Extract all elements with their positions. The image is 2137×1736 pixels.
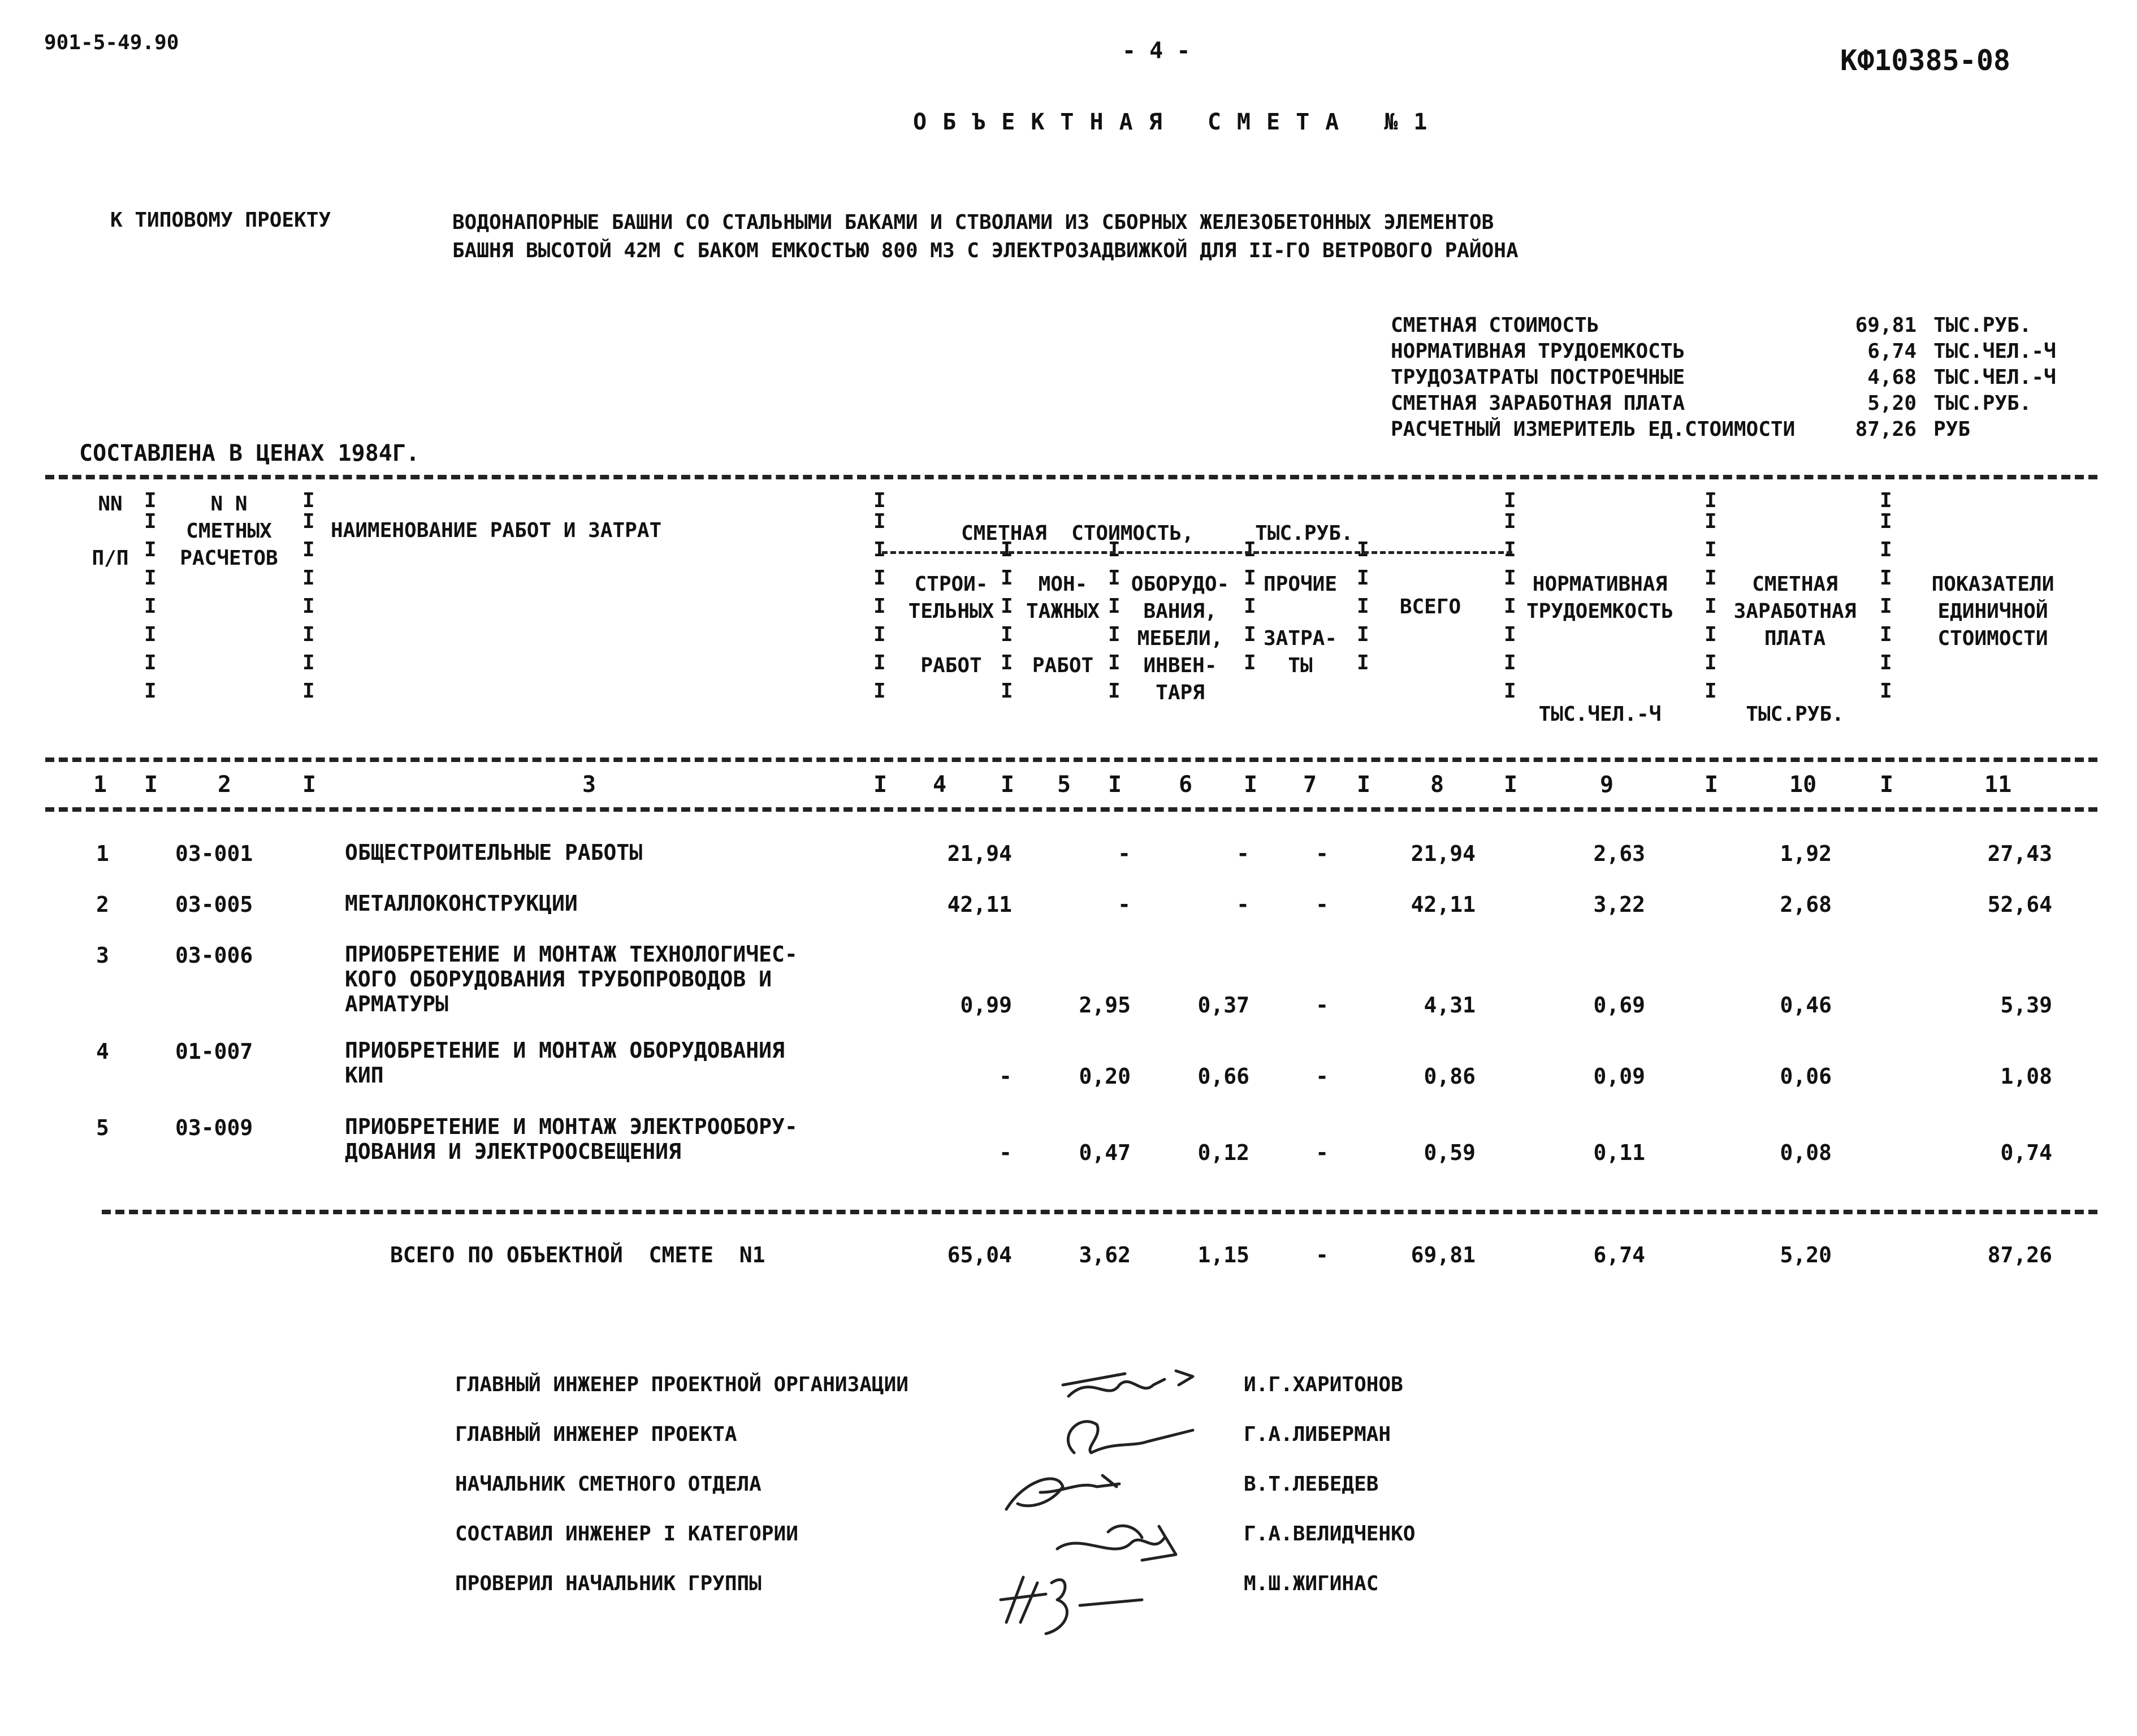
header-work-name: НАИМЕНОВАНИЕ РАБОТ И ЗАТРАТ xyxy=(331,519,662,542)
value-c10: 2,68 xyxy=(1780,892,1832,917)
separator-glyph: I xyxy=(302,510,315,533)
summary-label: ТРУДОЗАТРАТЫ ПОСТРОЕЧНЫЕ xyxy=(1391,366,1685,389)
value-c11: 27,43 xyxy=(1987,841,2052,866)
row-number: 3 xyxy=(96,943,109,968)
summary-unit: ТЫС.ЧЕЛ.-Ч xyxy=(1933,340,2056,363)
work-name: ПРИОБРЕТЕНИЕ И МОНТАЖ ОБОРУДОВАНИЯ КИП xyxy=(345,1038,785,1088)
value-c9: 0,69 xyxy=(1593,993,1645,1018)
separator-glyph: I xyxy=(1504,566,1516,590)
total-c9: 6,74 xyxy=(1593,1243,1645,1267)
separator-glyph: I xyxy=(1108,651,1121,674)
total-c6: 1,15 xyxy=(1197,1243,1249,1267)
summary-label: СМЕТНАЯ ЗАРАБОТНАЯ ПЛАТА xyxy=(1391,392,1685,415)
signature-name: В.Т.ЛЕБЕДЕВ xyxy=(1244,1473,1379,1496)
separator-glyph: I xyxy=(1504,651,1516,674)
total-c11: 87,26 xyxy=(1987,1243,2052,1267)
value-c9: 3,22 xyxy=(1593,892,1645,917)
page-title: ОБЪЕКТНАЯ СМЕТА №1 xyxy=(913,109,1443,135)
separator-glyph: I xyxy=(144,510,157,533)
header-bottom-rule xyxy=(45,757,2097,762)
total-c7: - xyxy=(1316,1243,1329,1267)
separator-glyph: I xyxy=(1880,510,1892,533)
separator-glyph: I xyxy=(1357,651,1369,674)
separator-glyph: I xyxy=(1504,772,1518,798)
summary-unit: ТЫС.РУБ. xyxy=(1933,314,2032,337)
value-c11: 5,39 xyxy=(2000,993,2052,1018)
separator-glyph: I xyxy=(1108,772,1122,798)
total-c4: 65,04 xyxy=(947,1243,1012,1267)
separator-glyph: I xyxy=(1880,651,1892,674)
separator-glyph: I xyxy=(1001,651,1013,674)
value-c6: 0,66 xyxy=(1197,1064,1249,1089)
table-top-rule xyxy=(45,475,2097,479)
value-c11: 1,08 xyxy=(2000,1064,2052,1089)
value-c8: 42,11 xyxy=(1411,892,1476,917)
value-c5: 0,47 xyxy=(1079,1140,1131,1165)
separator-glyph: I xyxy=(144,538,157,561)
value-c11: 0,74 xyxy=(2000,1140,2052,1165)
column-number: 8 xyxy=(1430,772,1444,798)
work-name: ПРИОБРЕТЕНИЕ И МОНТАЖ ТЕХНОЛОГИЧЕС- КОГО ОБОРУДОВАНИЯ ТРУБОПРОВОДОВ И АРМАТУРЫ xyxy=(345,942,798,1016)
value-c7: - xyxy=(1316,892,1329,917)
value-c10: 0,46 xyxy=(1780,993,1832,1018)
cost-group-underline xyxy=(882,551,1512,554)
project-title-line2: БАШНЯ ВЫСОТОЙ 42М С БАКОМ ЕМКОСТЬЮ 800 М3 С ЭЛЕКТРОЗАДВИЖКОЙ ДЛЯ II-ГО ВЕТРОВОГО РАЙОНА xyxy=(452,239,1519,262)
separator-glyph: I xyxy=(1705,510,1717,533)
total-c10: 5,20 xyxy=(1780,1243,1832,1267)
header-equipment: ОБОРУДО- ВАНИЯ, МЕБЕЛИ, ИНВЕН- ТАРЯ xyxy=(1131,573,1230,704)
prices-note: СОСТАВЛЕНА В ЦЕНАХ 1984Г. xyxy=(79,440,420,466)
separator-glyph: I xyxy=(1244,772,1258,798)
value-c8: 21,94 xyxy=(1411,841,1476,866)
separator-glyph: I xyxy=(1504,489,1516,512)
work-name: ПРИОБРЕТЕНИЕ И МОНТАЖ ЭЛЕКТРООБОРУ- ДОВАНИЯ И ЭЛЕКТРООСВЕЩЕНИЯ xyxy=(345,1114,798,1164)
separator-glyph: I xyxy=(1357,623,1369,646)
header-other-costs: ПРОЧИЕ ЗАТРА- ТЫ xyxy=(1263,573,1338,677)
summary-unit: РУБ xyxy=(1933,418,1971,441)
separator-glyph: I xyxy=(1705,566,1717,590)
separator-glyph: I xyxy=(1108,538,1121,561)
separator-glyph: I xyxy=(1001,595,1013,618)
separator-glyph: I xyxy=(1001,772,1015,798)
separator-glyph: I xyxy=(1108,679,1121,703)
header-total: ВСЕГО xyxy=(1399,595,1461,618)
separator-glyph: I xyxy=(873,566,886,590)
value-c5: - xyxy=(1118,892,1131,917)
separator-glyph: I xyxy=(302,651,315,674)
separator-glyph: I xyxy=(1357,566,1369,590)
column-number: 7 xyxy=(1303,772,1317,798)
summary-label: НОРМАТИВНАЯ ТРУДОЕМКОСТЬ xyxy=(1391,340,1685,363)
signature-role: ГЛАВНЫЙ ИНЖЕНЕР ПРОЕКТНОЙ ОРГАНИЗАЦИИ xyxy=(455,1373,909,1396)
header-wages: СМЕТНАЯ ЗАРАБОТНАЯ ПЛАТА xyxy=(1733,573,1857,650)
signature-mark-2 xyxy=(1035,1408,1204,1464)
calc-number: 03-001 xyxy=(175,841,253,866)
separator-glyph: I xyxy=(302,538,315,561)
separator-glyph: I xyxy=(873,510,886,533)
value-c11: 52,64 xyxy=(1987,892,2052,917)
separator-glyph: I xyxy=(302,679,315,703)
separator-glyph: I xyxy=(1001,679,1013,703)
separator-glyph: I xyxy=(302,566,315,590)
total-c5: 3,62 xyxy=(1079,1243,1131,1267)
value-c4: - xyxy=(999,1064,1012,1089)
separator-glyph: I xyxy=(1880,538,1892,561)
row-number: 4 xyxy=(96,1039,109,1064)
value-c9: 0,09 xyxy=(1593,1064,1645,1089)
separator-glyph: I xyxy=(144,489,157,512)
total-label: ВСЕГО ПО ОБЪЕКТНОЙ СМЕТЕ N1 xyxy=(390,1243,765,1267)
separator-glyph: I xyxy=(873,623,886,646)
summary-unit: ТЫС.РУБ. xyxy=(1933,392,2032,415)
separator-glyph: I xyxy=(1244,595,1256,618)
column-number: 5 xyxy=(1057,772,1071,798)
separator-glyph: I xyxy=(873,679,886,703)
separator-glyph: I xyxy=(1705,489,1717,512)
signature-role: ГЛАВНЫЙ ИНЖЕНЕР ПРОЕКТА xyxy=(455,1423,737,1446)
calc-number: 03-005 xyxy=(175,892,253,917)
separator-glyph: I xyxy=(1001,623,1013,646)
column-number: 1 xyxy=(93,772,107,798)
signature-role: ПРОВЕРИЛ НАЧАЛЬНИК ГРУППЫ xyxy=(455,1572,762,1595)
separator-glyph: I xyxy=(1244,566,1256,590)
separator-glyph: I xyxy=(1880,623,1892,646)
separator-glyph: I xyxy=(1705,538,1717,561)
total-rule xyxy=(102,1210,2097,1214)
calc-number: 03-006 xyxy=(175,943,253,968)
separator-glyph: I xyxy=(1504,623,1516,646)
summary-unit: ТЫС.ЧЕЛ.-Ч xyxy=(1933,366,2056,389)
header-wages-unit: ТЫС.РУБ. xyxy=(1746,703,1844,726)
separator-glyph: I xyxy=(144,651,157,674)
column-number-rule xyxy=(45,807,2097,812)
summary-value: 87,26 xyxy=(1855,418,1917,441)
header-calc-number: N N СМЕТНЫХ РАСЧЕТОВ xyxy=(180,492,278,570)
signature-mark-1 xyxy=(1057,1362,1215,1408)
value-c10: 0,06 xyxy=(1780,1064,1832,1089)
header-construction-works: СТРОИ- ТЕЛЬНЫХ РАБОТ xyxy=(908,573,994,677)
value-c6: - xyxy=(1236,841,1249,866)
work-name: ОБЩЕСТРОИТЕЛЬНЫЕ РАБОТЫ xyxy=(345,840,643,865)
value-c4: 21,94 xyxy=(947,841,1012,866)
value-c4: - xyxy=(999,1140,1012,1165)
separator-glyph: I xyxy=(1880,595,1892,618)
separator-glyph: I xyxy=(1244,651,1256,674)
separator-glyph: I xyxy=(1504,595,1516,618)
separator-glyph: I xyxy=(1001,566,1013,590)
separator-glyph: I xyxy=(873,772,888,798)
separator-glyph: I xyxy=(1108,623,1121,646)
separator-glyph: I xyxy=(1705,772,1719,798)
value-c5: 0,20 xyxy=(1079,1064,1131,1089)
separator-glyph: I xyxy=(1880,489,1892,512)
separator-glyph: I xyxy=(1705,679,1717,703)
value-c10: 0,08 xyxy=(1780,1140,1832,1165)
calc-number: 03-009 xyxy=(175,1115,253,1140)
value-c4: 42,11 xyxy=(947,892,1012,917)
separator-glyph: I xyxy=(1880,566,1892,590)
signature-name: Г.А.ЛИБЕРМАН xyxy=(1244,1423,1391,1446)
value-c8: 4,31 xyxy=(1424,993,1476,1018)
column-number: 9 xyxy=(1600,772,1614,798)
value-c6: - xyxy=(1236,892,1249,917)
separator-glyph: I xyxy=(1705,651,1717,674)
value-c8: 0,86 xyxy=(1424,1064,1476,1089)
column-number: 2 xyxy=(218,772,232,798)
value-c6: 0,12 xyxy=(1197,1140,1249,1165)
archive-code: КФ10385-08 xyxy=(1840,44,2011,77)
value-c5: - xyxy=(1118,841,1131,866)
separator-glyph: I xyxy=(1108,595,1121,618)
signature-role: НАЧАЛЬНИК СМЕТНОГО ОТДЕЛА xyxy=(455,1473,762,1496)
separator-glyph: I xyxy=(873,595,886,618)
column-number: 3 xyxy=(582,772,596,798)
separator-glyph: I xyxy=(1504,510,1516,533)
separator-glyph: I xyxy=(144,566,157,590)
separator-glyph: I xyxy=(302,595,315,618)
signature-name: И.Г.ХАРИТОНОВ xyxy=(1244,1373,1403,1396)
signature-name: Г.А.ВЕЛИДЧЕНКО xyxy=(1244,1522,1416,1545)
summary-label: РАСЧЕТНЫЙ ИЗМЕРИТЕЛЬ ЕД.СТОИМОСТИ xyxy=(1391,418,1796,441)
row-number: 1 xyxy=(96,841,109,866)
header-installation-works: МОН- ТАЖНЫХ РАБОТ xyxy=(1026,573,1100,677)
separator-glyph: I xyxy=(1244,623,1256,646)
header-unit-cost: ПОКАЗАТЕЛИ ЕДИНИЧНОЙ СТОИМОСТИ xyxy=(1931,573,2054,650)
separator-glyph: I xyxy=(1001,538,1013,561)
separator-glyph: I xyxy=(144,623,157,646)
separator-glyph: I xyxy=(873,489,886,512)
value-c7: - xyxy=(1316,1064,1329,1089)
separator-glyph: I xyxy=(873,651,886,674)
separator-glyph: I xyxy=(144,679,157,703)
work-name: МЕТАЛЛОКОНСТРУКЦИИ xyxy=(345,891,578,916)
header-labor-unit: ТЫС.ЧЕЛ.-Ч xyxy=(1538,703,1662,726)
value-c5: 2,95 xyxy=(1079,993,1131,1018)
separator-glyph: I xyxy=(1504,538,1516,561)
signature-mark-5 xyxy=(989,1560,1159,1639)
separator-glyph: I xyxy=(1357,595,1369,618)
calc-number: 01-007 xyxy=(175,1039,253,1064)
page-number: - 4 - xyxy=(1122,38,1191,64)
project-label: К ТИПОВОМУ ПРОЕКТУ xyxy=(110,209,331,232)
column-number: 6 xyxy=(1179,772,1193,798)
value-c4: 0,99 xyxy=(960,993,1012,1018)
value-c9: 0,11 xyxy=(1593,1140,1645,1165)
separator-glyph: I xyxy=(144,595,157,618)
summary-value: 69,81 xyxy=(1855,314,1917,337)
summary-value: 5,20 xyxy=(1867,392,1917,415)
column-number: 10 xyxy=(1789,772,1817,798)
separator-glyph: I xyxy=(302,489,315,512)
separator-glyph: I xyxy=(1357,538,1369,561)
separator-glyph: I xyxy=(1504,679,1516,703)
project-title-line1: ВОДОНАПОРНЫЕ БАШНИ СО СТАЛЬНЫМИ БАКАМИ И СТВОЛАМИ ИЗ СБОРНЫХ ЖЕЛЕЗОБЕТОННЫХ ЭЛЕМЕНТОВ xyxy=(452,211,1494,234)
separator-glyph: I xyxy=(302,623,315,646)
signature-role: СОСТАВИЛ ИНЖЕНЕР I КАТЕГОРИИ xyxy=(455,1522,798,1545)
separator-glyph: I xyxy=(144,772,158,798)
document-code: 901-5-49.90 xyxy=(44,31,179,54)
summary-value: 6,74 xyxy=(1867,340,1917,363)
value-c8: 0,59 xyxy=(1424,1140,1476,1165)
separator-glyph: I xyxy=(1880,772,1894,798)
row-number: 5 xyxy=(96,1115,109,1140)
value-c7: - xyxy=(1316,993,1329,1018)
header-cost-group: СМЕТНАЯ СТОИМОСТЬ, ТЫС.РУБ. xyxy=(961,522,1353,545)
summary-label: СМЕТНАЯ СТОИМОСТЬ xyxy=(1391,314,1599,337)
header-labor-intensity: НОРМАТИВНАЯ ТРУДОЕМКОСТЬ xyxy=(1526,573,1674,623)
separator-glyph: I xyxy=(1244,538,1256,561)
value-c10: 1,92 xyxy=(1780,841,1832,866)
separator-glyph: I xyxy=(302,772,317,798)
separator-glyph: I xyxy=(1705,595,1717,618)
separator-glyph: I xyxy=(873,538,886,561)
summary-value: 4,68 xyxy=(1867,366,1917,389)
separator-glyph: I xyxy=(1705,623,1717,646)
signature-name: М.Ш.ЖИГИНАС xyxy=(1244,1572,1379,1595)
value-c9: 2,63 xyxy=(1593,841,1645,866)
column-number: 4 xyxy=(933,772,947,798)
value-c7: - xyxy=(1316,1140,1329,1165)
total-c8: 69,81 xyxy=(1411,1243,1476,1267)
column-number: 11 xyxy=(1984,772,2012,798)
header-row-number: NN П/П xyxy=(92,492,129,570)
row-number: 2 xyxy=(96,892,109,917)
separator-glyph: I xyxy=(1108,566,1121,590)
separator-glyph: I xyxy=(1357,772,1371,798)
value-c6: 0,37 xyxy=(1197,993,1249,1018)
separator-glyph: I xyxy=(1880,679,1892,703)
value-c7: - xyxy=(1316,841,1329,866)
